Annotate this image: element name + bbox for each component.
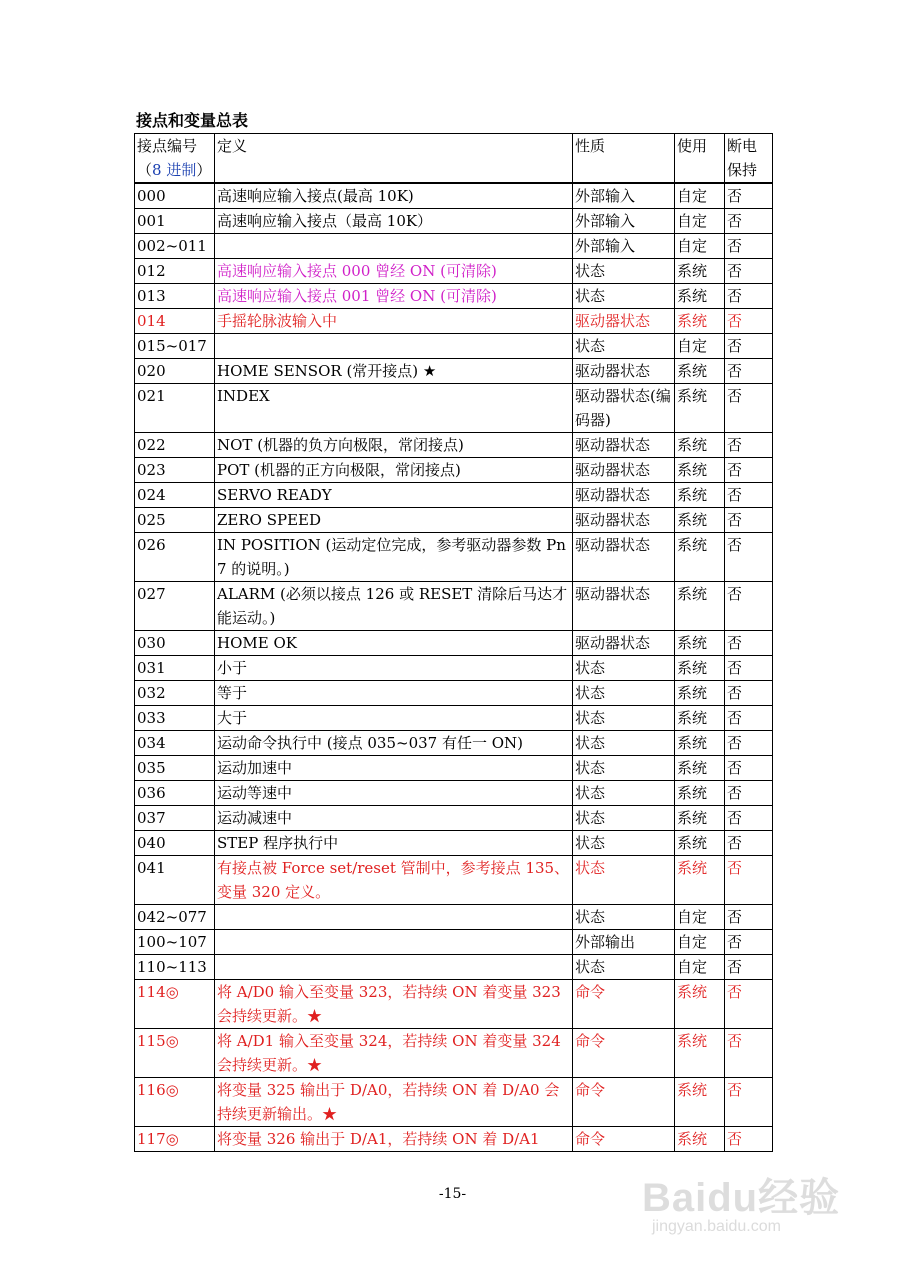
header-octal-note: 8 进制 — [152, 161, 197, 179]
table-row: 014 手摇轮脉波输入中 驱动器状态 系统 否 — [135, 309, 773, 334]
header-usage: 使用 — [675, 134, 725, 184]
contact-variable-table — [134, 133, 773, 1152]
watermark-brand: Baidu经验 — [642, 1176, 841, 1220]
table-row: 015~017 状态 自定 否 — [135, 334, 773, 359]
table-row: 100~107 外部输出 自定 否 — [135, 930, 773, 955]
table-row: 020 HOME SENSOR (常开接点) ★ 驱动器状态 系统 否 — [135, 359, 773, 384]
table-header-row — [135, 134, 773, 184]
table-row: 035 运动加速中 状态 系统 否 — [135, 756, 773, 781]
header-contact-number: 接点编号 （8 进制） — [135, 134, 215, 184]
table-row: 002~011 外部输入 自定 否 — [135, 234, 773, 259]
page-number: -15- — [438, 1186, 467, 1202]
table-row: 041 有接点被 Force set/reset 管制中，参考接点 135、变量 320 定义。 状态 系统 否 — [135, 856, 773, 905]
table-row: 031 小于 状态 系统 否 — [135, 656, 773, 681]
table-row: 000 高速响应输入接点(最高 10K) 外部输入 自定 否 — [135, 183, 773, 209]
table-row: 026 IN POSITION (运动定位完成，参考驱动器参数 Pn7 的说明。) 驱动器状态 系统 否 — [135, 533, 773, 582]
table-row: 037 运动减速中 状态 系统 否 — [135, 806, 773, 831]
table-row: 115◎ 将 A/D1 输入至变量 324，若持续 ON 着变量 324 会持续更新。★ 命令 系统 否 — [135, 1029, 773, 1078]
table-row: 023 POT (机器的正方向极限，常闭接点) 驱动器状态 系统 否 — [135, 458, 773, 483]
table-row: 012 高速响应输入接点 000 曾经 ON (可清除) 状态 系统 否 — [135, 259, 773, 284]
table-row: 034 运动命令执行中 (接点 035~037 有任一 ON) 状态 系统 否 — [135, 731, 773, 756]
table-row: 024 SERVO READY 驱动器状态 系统 否 — [135, 483, 773, 508]
table-row: 116◎ 将变量 325 输出于 D/A0，若持续 ON 着 D/A0 会持续更新输出。★ 命令 系统 否 — [135, 1078, 773, 1127]
section-title: 接点和变量总表 — [136, 111, 249, 130]
table-row: 021 INDEX 驱动器状态(编码器) 系统 否 — [135, 384, 773, 433]
table-row: 040 STEP 程序执行中 状态 系统 否 — [135, 831, 773, 856]
table-row: 042~077 状态 自定 否 — [135, 905, 773, 930]
table-row: 114◎ 将 A/D0 输入至变量 323，若持续 ON 着变量 323 会持续更新。★ 命令 系统 否 — [135, 980, 773, 1029]
table-row: 036 运动等速中 状态 系统 否 — [135, 781, 773, 806]
table-row: 030 HOME OK 驱动器状态 系统 否 — [135, 631, 773, 656]
baidu-watermark — [642, 1160, 882, 1260]
table-row: 027 ALARM (必须以接点 126 或 RESET 清除后马达才能运动。) 驱动器状态 系统 否 — [135, 582, 773, 631]
table-row: 110~113 状态 自定 否 — [135, 955, 773, 980]
table-row: 001 高速响应输入接点（最高 10K） 外部输入 自定 否 — [135, 209, 773, 234]
header-retention: 断电保持 — [725, 134, 773, 184]
header-definition: 定义 — [215, 134, 573, 184]
table-row: 013 高速响应输入接点 001 曾经 ON (可清除) 状态 系统 否 — [135, 284, 773, 309]
table-row: 032 等于 状态 系统 否 — [135, 681, 773, 706]
table-row: 022 NOT (机器的负方向极限，常闭接点) 驱动器状态 系统 否 — [135, 433, 773, 458]
table-row: 025 ZERO SPEED 驱动器状态 系统 否 — [135, 508, 773, 533]
table-row: 117◎ 将变量 326 输出于 D/A1，若持续 ON 着 D/A1 命令 系统 否 — [135, 1127, 773, 1152]
table-row: 033 大于 状态 系统 否 — [135, 706, 773, 731]
watermark-url: jingyan.baidu.com — [652, 1218, 781, 1235]
header-nature: 性质 — [573, 134, 675, 184]
